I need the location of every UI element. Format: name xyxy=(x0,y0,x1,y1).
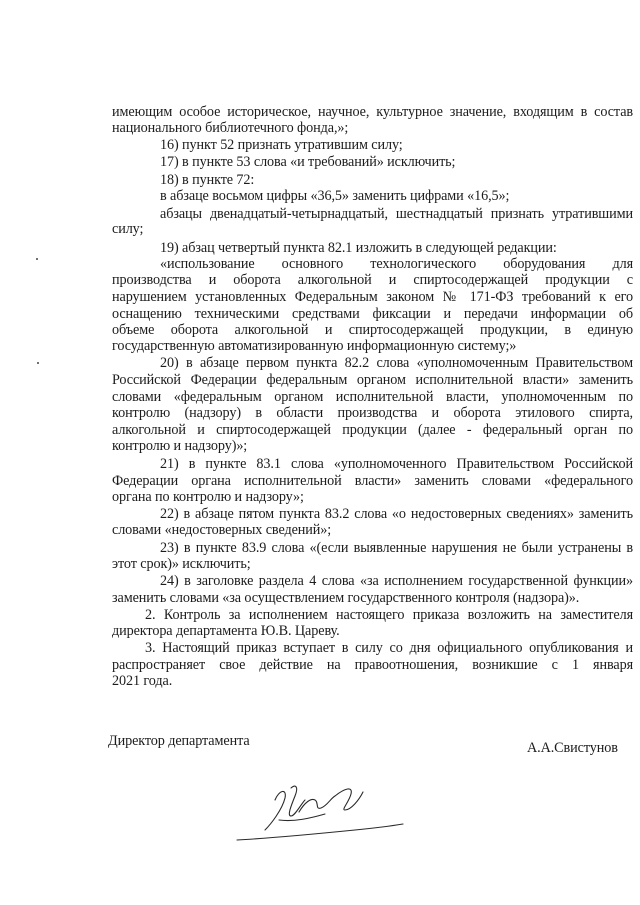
text-line: абзацы двенадцатый-четырнадцатый, шестнадцатый признать утратившими xyxy=(160,206,633,222)
text-line: алкогольной и спиртосодержащей продукции (далее - федеральный орган по xyxy=(112,422,633,438)
text-line: 3. Настоящий приказ вступает в силу со дня официального опубликования и xyxy=(145,640,633,656)
text-line: словами «недостоверных сведений»; xyxy=(112,522,332,538)
text-line: распространяет свое действие на правоотношения, возникшие с 1 января xyxy=(112,657,633,673)
text-line: 24) в заголовке раздела 4 слова «за исполнением государственной функции» xyxy=(160,573,633,589)
text-line: 21) в пункте 83.1 слова «уполномоченного Правительством Российской xyxy=(160,456,633,472)
text-line: объеме оборота алкогольной и спиртосодержащей продукции, в единую xyxy=(112,322,633,338)
text-line: производства и оборота алкогольной и спиртосодержащей продукции с xyxy=(112,272,633,288)
signatory-position: Директор департамента xyxy=(108,733,250,749)
scan-speck xyxy=(36,258,38,260)
scan-speck xyxy=(37,362,39,364)
text-line: 16) пункт 52 признать утратившим силу; xyxy=(160,137,403,153)
text-line: 20) в абзаце первом пункта 82.2 слова «уполномоченным Правительством xyxy=(160,355,633,371)
text-line: государственную автоматизированную информационную систему;» xyxy=(112,338,517,354)
text-line: 2021 года. xyxy=(112,673,173,689)
text-line: 17) в пункте 53 слова «и требований» исключить; xyxy=(160,154,456,170)
text-line: оснащению техническими средствами фиксации и передачи информации об xyxy=(112,306,633,322)
text-line: силу; xyxy=(112,221,144,237)
text-line: 22) в абзаце пятом пункта 83.2 слова «о недостоверных сведениях» заменить xyxy=(160,506,633,522)
text-line: словами «федеральным органом исполнительной власти, уполномоченным по xyxy=(112,389,633,405)
text-line: 2. Контроль за исполнением настоящего приказа возложить на заместителя xyxy=(145,607,633,623)
handwritten-signature xyxy=(235,782,405,844)
text-line: контролю и надзору)»; xyxy=(112,438,248,454)
signatory-name: А.А.Свистунов xyxy=(527,740,618,756)
text-line: 23) в пункте 83.9 слова «(если выявленные нарушения не были устранены в xyxy=(160,540,633,556)
text-line: в абзаце восьмом цифры «36,5» заменить цифрами «16,5»; xyxy=(160,188,510,204)
text-line: Российской Федерации федеральным органом исполнительной власти» заменить xyxy=(112,372,633,388)
text-line: нарушением установленных Федеральным законом № 171-ФЗ требований к его xyxy=(112,289,633,305)
text-line: органа по контролю и надзору»; xyxy=(112,489,304,505)
text-line: имеющим особое историческое, научное, культурное значение, входящим в состав xyxy=(112,104,633,120)
text-line: директора департамента Ю.В. Цареву. xyxy=(112,623,340,639)
text-line: Федерации органа исполнительной власти» заменить словами «федерального xyxy=(112,473,633,489)
text-line: заменить словами «за осуществлением государственного контроля (надзора)». xyxy=(112,590,580,606)
text-line: 19) абзац четвертый пункта 82.1 изложить в следующей редакции: xyxy=(160,240,557,256)
text-line: этот срок)» исключить; xyxy=(112,556,251,572)
text-line: 18) в пункте 72: xyxy=(160,172,255,188)
text-line: национального библиотечного фонда,»; xyxy=(112,120,349,136)
text-line: контролю (надзору) в области производства и оборота этилового спирта, xyxy=(112,405,633,421)
text-line: «использование основного технологического оборудования для xyxy=(160,256,633,272)
